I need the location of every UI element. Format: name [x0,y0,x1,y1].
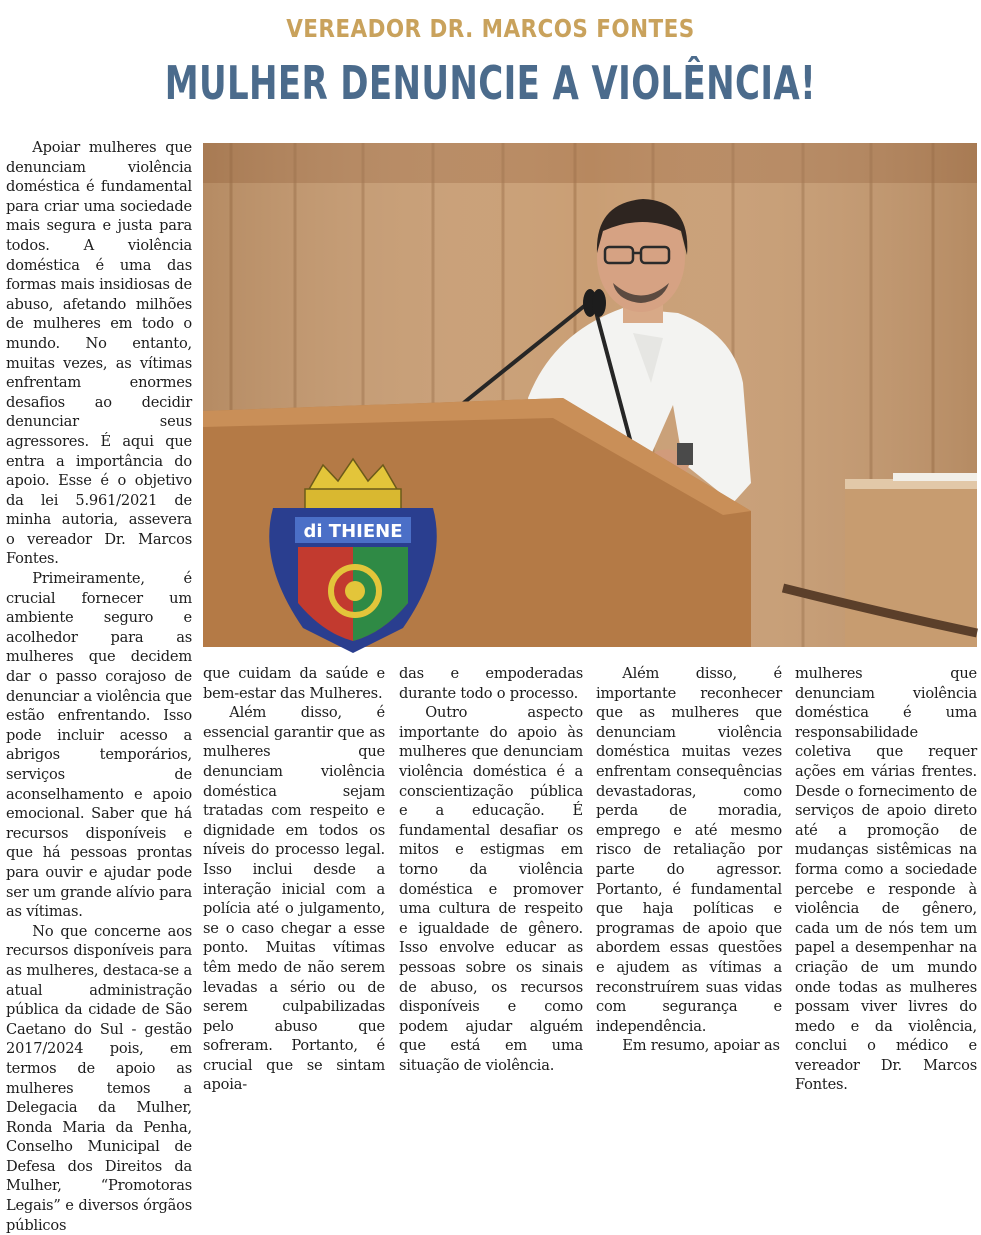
wristwatch [677,443,693,465]
paragraph: Primeiramente, é crucial fornecer um ambiente seguro e acolhedor para as mulheres que decidem dar o passo corajoso de denunciar a violência que estão enfrentando. Isso pode incluir acesso a abrigos temporários, serviços de aconselhamento e apoio emocional. Saber que há recursos disponíveis e que há pessoas prontas para ouvir e ajudar pode ser um grande alívio para as vítimas. [6,570,192,921]
article-column-4 [596,664,782,1055]
paragraph: Além disso, é importante reconhecer que as mulheres que denunciam violência doméstica muitas vezes enfrentam consequências devastadoras, como perda de moradia, emprego e até mesmo risco de retaliação por parte do agressor. Portanto, é fundamental que haja políticas e programas de apoio que abordem essas questões e ajudem as vítimas a reconstruírem suas vidas com segurança e independência. [596,665,782,1035]
crest-text: di THIENE [303,521,403,542]
paragraph: Apoiar mulheres que denunciam violência doméstica é fundamental para criar uma sociedade mais segura e justa para todos. A violência doméstica é uma das formas mais insidiosas de abuso, afetando milhões de mulheres em todo o mundo. No entanto, muitas vezes, as vítimas enfrentam enormes desafios ao decidir denunciar seus agressores. É aqui que entra a importância do apoio. Esse é o objetivo da lei 5.961/2021 de minha autoria, assevera o vereador Dr. Marcos Fontes. [6,139,192,568]
article-column-3 [399,664,583,1074]
paragraph: Em resumo, apoiar as [622,1037,780,1055]
paragraph: No que concerne aos recursos disponíveis para as mulheres, destaca-se a atual administração pública da cidade de São Caetano do Sul - gestão 2017/2024 pois, em termos de apoio as mulheres temos a Delegacia da Mulher, Ronda Maria da Penha, Conselho Municipal de Defesa dos Direitos da Mulher, “Promotoras Legais” e diversos órgãos públicos [6,922,192,1234]
paragraph: Além disso, é essencial garantir que as mulheres que denunciam violência doméstica sejam tratadas com respeito e dignidade em todos os níveis do processo legal. Isso inclui desde a interação inicial com a polícia até o julgamento, se o caso chegar a esse ponto. Muitas vítimas têm medo de não serem levadas a sério ou de serem culpabilizadas pelo abuso que sofreram. Portanto, é crucial que se sintam apoia- [203,704,385,1094]
kicker-title: VEREADOR DR. MARCOS FONTES [286,14,695,43]
article-column-5 [795,664,977,1094]
article-column-2 [203,664,385,1094]
paragraph: que cuidam da saúde e bem-estar das Mulheres. [203,665,385,702]
headline: MULHER DENUNCIE A VIOLÊNCIA! [164,56,817,110]
paragraph: mulheres que denunciam violência doméstica é uma responsabilidade coletiva que requer ações em várias frentes. Desde o fornecimento de serviços de apoio direto até a promoção de mudanças sistêmicas na forma como a sociedade percebe e responde à violência de gênero, cada um de nós tem um papel a desempenhar na criação de um mundo onde todas as mulheres possam viver livres do medo e da violência, conclui o médico e vereador Dr. Marcos Fontes. [795,665,977,1094]
speaker-photo [203,143,977,647]
paragraph: Outro aspecto importante do apoio às mulheres que denunciam violência doméstica é a conscientização pública e a educação. É fundamental desafiar os mitos e estigmas em torno da violência doméstica e promover uma cultura de respeito e igualdade de gênero. Isso envolve educar as pessoas sobre os sinais de abuso, os recursos disponíveis e como podem ajudar alguém que está em uma situação de violência. [399,704,583,1074]
article-column-1 [6,138,192,1234]
paragraph: das e empoderadas durante todo o processo. [399,665,583,702]
